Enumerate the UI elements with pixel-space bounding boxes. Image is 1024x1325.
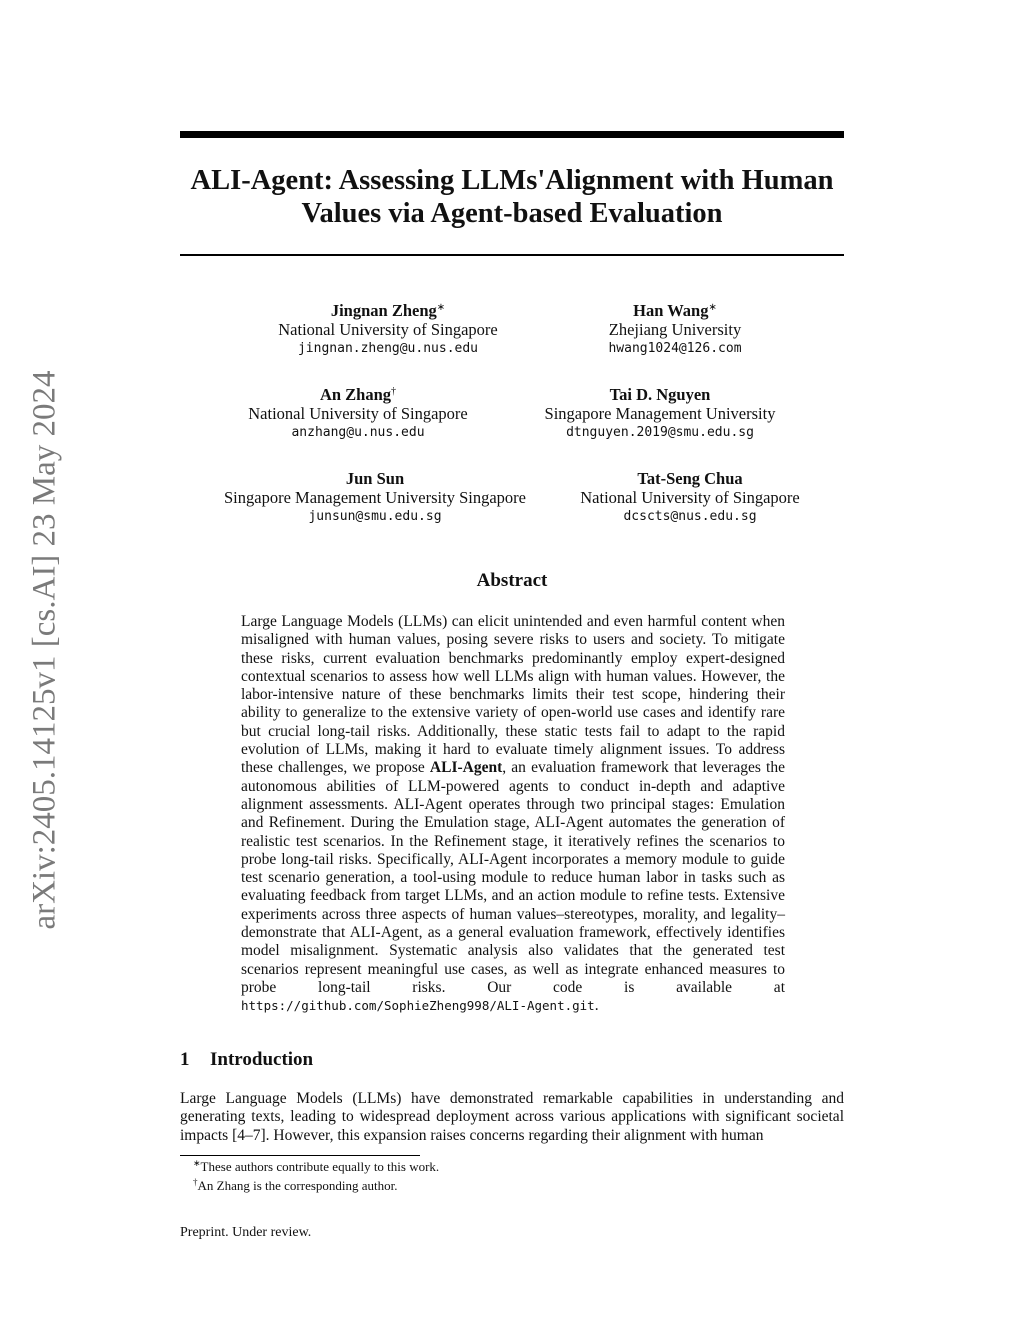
section-heading [180,1049,313,1071]
author-block [480,469,900,527]
author-affiliation: National University of Singapore [580,488,800,507]
author-affiliation: National University of Singapore [248,404,468,423]
author-email[interactable]: dcscts@nus.edu.sg [623,509,757,524]
arxiv-stamp: arXiv:2405.14125v1 [cs.AI] 23 May 2024 [26,370,63,930]
author-name: An Zhang [319,385,392,404]
author-block [450,385,870,443]
abstract-body: Large Language Models (LLMs) can elicit unintended and even harmful content when misaligned with human values, posing severe risks to users and society. To mitigate these risks, current evaluation benchmarks predominantly employ expert-designed contextual scenarios to assess how well LLMs align with human values. However, the labor-intensive nature of these benchmarks limits their test scope, hindering their ability to generalize to the extensive variety of open-world use cases and identify rare but crucial long-tail risks. Additionally, these static tests fail to adapt to the rapid evolution of LLMs, making it hard to evaluate timely alignment issues. To address these challenges, we propose ALI-Agent, an evaluation framework that leverages the autonomous abilities of LLM-powered agents to conduct in-depth and adaptive alignment assessments. ALI-Agent operates through two principal stages: Emulation and Refinement. During the Emulation stage, ALI-Agent automates the generation of realistic test scenarios. In the Refinement stage, it iteratively refines the scenarios to probe long-tail risks. Specifically, ALI-Agent incorporates a memory module to guide test scenario generation, a tool-using module to reduce human labor in tasks such as evaluating feedback from target LLMs, and an action module to refine tests. Extensive experiments across three aspects of human values–stereotypes, morality, and legality–demonstrate that ALI-Agent, as a general evaluation framework, effectively identifies model misalignment. Systematic analysis also validates that the generated test scenarios represent meaningful use cases, as well as integrate enhanced measures to probe long-tail risks. Our code is available at https://github.com/SophieZheng998/ALI-Agent.git. [241,613,785,1015]
author-mark: ∗ [436,302,446,313]
author-name: Tai D. Nguyen [609,385,711,404]
page-footer: Preprint. Under review. [180,1225,312,1240]
title-bottom-rule [180,254,844,256]
author-email[interactable]: junsun@smu.edu.sg [308,509,442,524]
author-affiliation: Singapore Management University [544,404,776,423]
title-top-rule [180,131,844,138]
author-name: Tat-Seng Chua [637,469,743,488]
footnotes [193,1157,833,1195]
author-mark: † [391,386,397,397]
footnote: ∗These authors contribute equally to this work. [193,1158,440,1174]
footnote-rule [180,1155,420,1156]
author-block [465,301,885,359]
abstract-heading: Abstract [476,570,548,591]
author-email[interactable]: jingnan.zheng@u.nus.edu [297,341,478,356]
author-mark: ∗ [708,302,717,313]
author-email[interactable]: anzhang@u.nus.edu [291,425,425,440]
author-affiliation: National University of Singapore [278,320,498,339]
author-name: Jingnan Zheng [330,301,437,320]
author-affiliation: Singapore Management University Singapore [224,488,526,507]
section-title: Introduction [210,1049,314,1070]
author-email[interactable]: dtnguyen.2019@smu.edu.sg [566,425,754,440]
author-email[interactable]: hwang1024@126.com [608,341,742,356]
author-name: Han Wang [633,301,709,320]
footnote: †An Zhang is the corresponding author. [193,1177,398,1193]
section-number: 1 [180,1049,190,1070]
code-url[interactable]: https://github.com/SophieZheng998/ALI-Agent.git [241,998,595,1014]
paper-title: ALI-Agent: Assessing LLMs'Alignment with Human Values via Agent-based Evaluation [190,165,834,229]
author-affiliation: Zhejiang University [608,320,742,339]
abstract-bold: ALI-Agent [429,759,503,777]
intro-text: Large Language Models (LLMs) have demonstrated remarkable capabilities in understanding and generating texts, leading to widespread deployment across various applications with significant societal impacts [4–7]. However, this expansion raises concerns regarding their alignment with human [180,1090,844,1144]
author-name: Jun Sun [345,469,405,488]
